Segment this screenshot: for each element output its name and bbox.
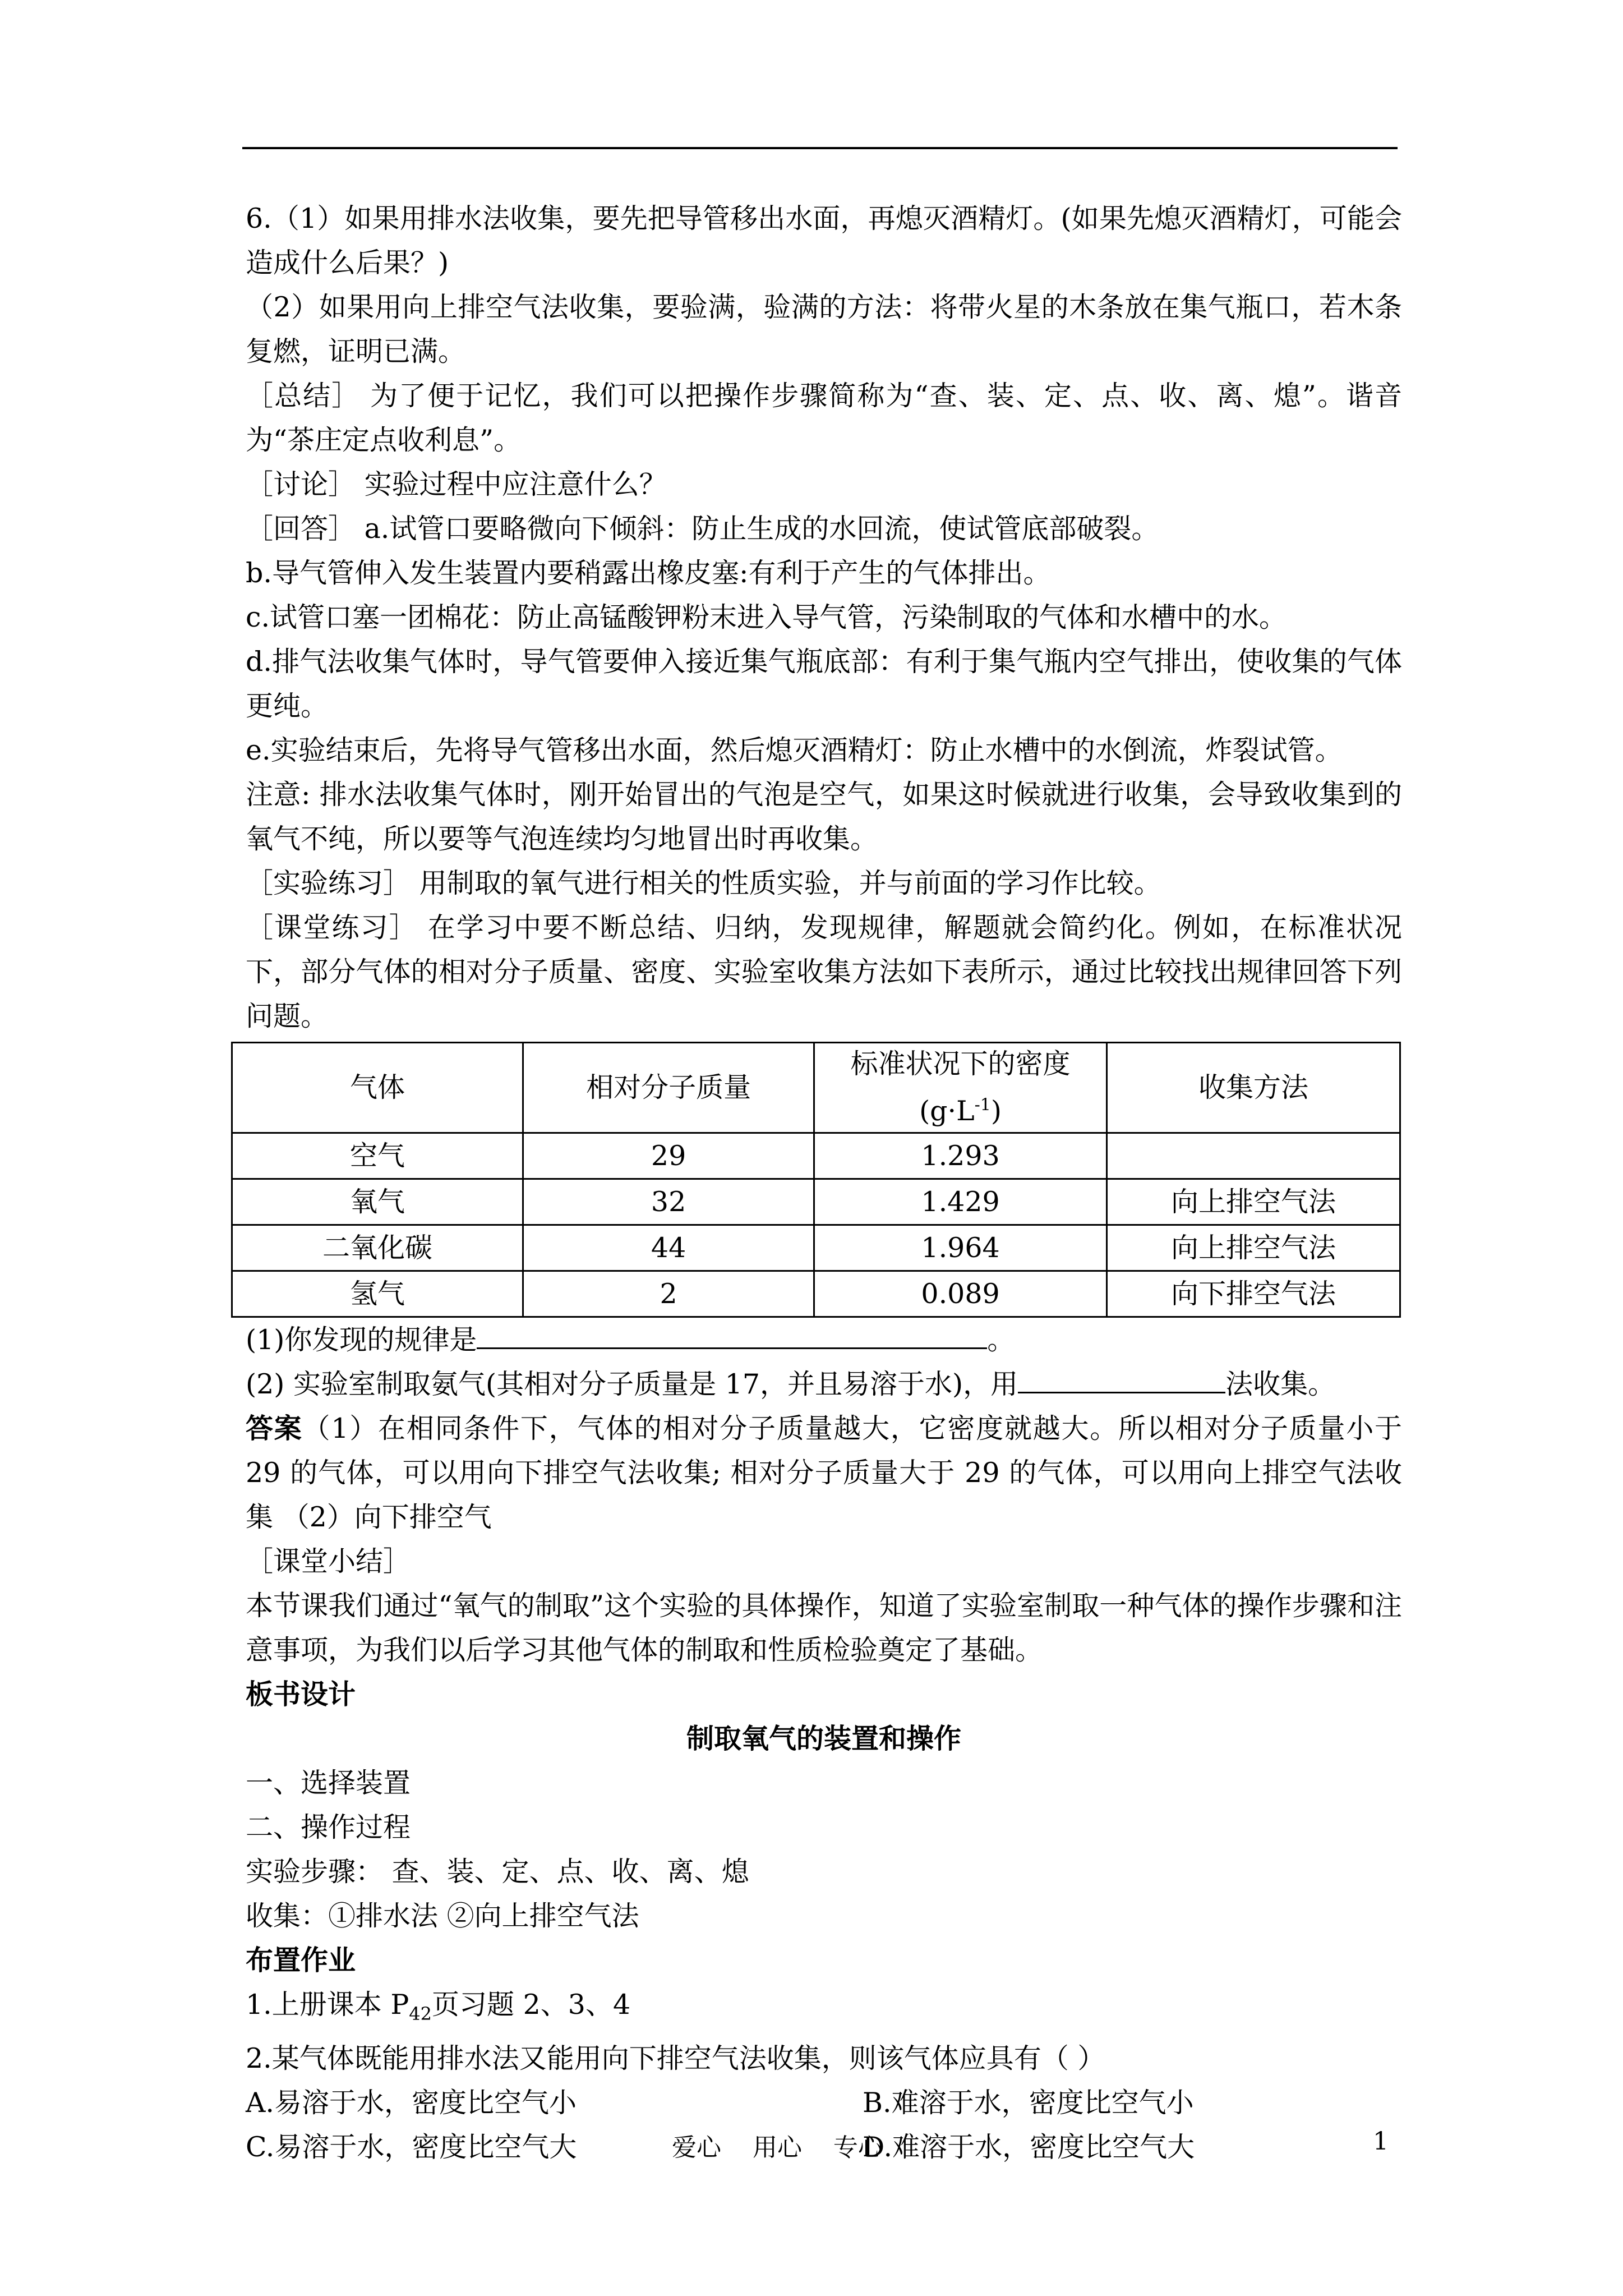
header-rule <box>242 147 1398 149</box>
board-heading: 板书设计 <box>246 1678 356 1711</box>
paragraph: （2）如果用向上排空气法收集，要验满，验满的方法：将带火星的木条放在集气瓶口，若木条复燃，证明已满。 <box>246 291 1402 367</box>
footer-motto: 爱心 用心 专心 <box>672 2133 883 2162</box>
answer-text: （1）在相同条件下，气体的相对分子质量越大，它密度就越大。所以相对分子质量小于 29 的气体，可以用向下排空气法收集; 相对分子质量大于 29 的气体，可以用向上排空气法收集 （2）向下排空气 <box>246 1412 1402 1534</box>
table-cell: 氧气 <box>232 1179 523 1225</box>
board-line: 收集：①排水法 ②向上排空气法 <box>246 1900 639 1932</box>
table-cell: 32 <box>523 1179 814 1225</box>
answer-block <box>246 1406 1402 1539</box>
option-c: C.易溶于水，密度比空气大 <box>246 2131 577 2164</box>
note-paragraph: 注意: 排水法收集气体时，刚开始冒出的气泡是空气，如果这时候就进行收集，会导致收集到的氧气不纯，所以要等气泡连续均匀地冒出时再收集。 <box>246 779 1402 855</box>
answer-paragraph: ［回答］ a.试管口要略微向下倾斜：防止生成的水回流，使试管底部破裂。 <box>246 513 1159 545</box>
question-2 <box>246 1362 1402 1406</box>
paragraph: 6.（1）如果用排水法收集，要先把导管移出水面，再熄灭酒精灯。(如果先熄灭酒精灯，可能会造成什么后果？) <box>246 203 1402 279</box>
lab-exercise-paragraph: ［实验练习］ 用制取的氧气进行相关的性质实验，并与前面的学习作比较。 <box>246 867 1161 899</box>
gas-table <box>231 1042 1401 1318</box>
class-exercise-paragraph: ［课堂练习］ 在学习中要不断总结、归纳，发现规律，解题就会简约化。例如，在标准状况下，部分气体的相对分子质量、密度、实验室收集方法如下表所示，通过比较找出规律回答下列问题。 <box>246 912 1402 1032</box>
table-header-cell: 相对分子质量 <box>523 1043 814 1133</box>
table-header-cell <box>814 1043 1107 1133</box>
table-row <box>232 1225 1400 1271</box>
option-d: D.难溶于水，密度比空气大 <box>863 2131 1195 2164</box>
table-row <box>232 1179 1400 1225</box>
board-line: 实验步骤： 查、装、定、点、收、离、熄 <box>246 1856 749 1888</box>
summary-paragraph: ［总结］ 为了便于记忆，我们可以把操作步骤简称为“查、装、定、点、收、离、熄”。谐音为“茶庄定点收利息”。 <box>246 380 1402 456</box>
table-header-row <box>232 1043 1400 1133</box>
summary-text: 本节课我们通过“氧气的制取”这个实验的具体操作，知道了实验室制取一种气体的操作步骤和注意事项，为我们以后学习其他气体的制取和性质检验奠定了基础。 <box>246 1590 1402 1667</box>
option-b: B.难溶于水，密度比空气小 <box>863 2087 1194 2119</box>
answer-label: 答案 <box>246 1412 303 1445</box>
summary-heading: ［课堂小结］ <box>246 1545 411 1578</box>
board-title: 制取氧气的装置和操作 <box>686 1722 961 1755</box>
document-body <box>246 196 1402 2169</box>
table-header-cell: 收集方法 <box>1106 1043 1400 1133</box>
table-cell: 向下排空气法 <box>1106 1271 1400 1317</box>
table-cell: 向上排空气法 <box>1106 1225 1400 1271</box>
homework-item-2: 2.某气体既能用排水法又能用向下排空气法收集，则该气体应具有（ ） <box>246 2042 1105 2075</box>
homework-heading: 布置作业 <box>246 1944 356 1977</box>
page-subscript: 42 <box>409 2003 432 2025</box>
table-cell: 2 <box>523 1271 814 1317</box>
question-2-text: (2) 实验室制取氨气(其相对分子质量是 17，并且易溶于水)，用 <box>246 1368 1018 1401</box>
question-1-text: (1)你发现的规律是 <box>246 1324 477 1356</box>
table-cell <box>1106 1133 1400 1179</box>
table-cell: 二氧化碳 <box>232 1225 523 1271</box>
paragraph: c.试管口塞一团棉花：防止高锰酸钾粉末进入导气管，污染制取的气体和水槽中的水。 <box>246 601 1287 633</box>
table-cell: 0.089 <box>814 1271 1107 1317</box>
homework-item-1 <box>246 1982 1402 2036</box>
board-line: 二、操作过程 <box>246 1811 411 1844</box>
question-2-end: 法收集。 <box>1225 1368 1336 1401</box>
density-header-label: 标准状况下的密度 <box>850 1048 1071 1080</box>
options-row <box>246 2081 1402 2125</box>
table-cell: 29 <box>523 1133 814 1179</box>
table-cell: 1.429 <box>814 1179 1107 1225</box>
table-cell: 1.293 <box>814 1133 1107 1179</box>
table-row <box>232 1133 1400 1179</box>
board-line: 一、选择装置 <box>246 1767 411 1800</box>
table-cell: 空气 <box>232 1133 523 1179</box>
table-cell: 向上排空气法 <box>1106 1179 1400 1225</box>
homework-1-rest: 页习题 2、3、4 <box>432 1989 631 2021</box>
table-cell: 44 <box>523 1225 814 1271</box>
table-cell: 氢气 <box>232 1271 523 1317</box>
question-1-end: 。 <box>987 1324 1015 1356</box>
table-header-cell: 气体 <box>232 1043 523 1133</box>
table-cell: 1.964 <box>814 1225 1107 1271</box>
option-a: A.易溶于水，密度比空气小 <box>246 2087 577 2119</box>
paragraph: b.导气管伸入发生装置内要稍露出橡皮塞:有利于产生的气体排出。 <box>246 557 1051 589</box>
paragraph: d.排气法收集气体时，导气管要伸入接近集气瓶底部：有利于集气瓶内空气排出，使收集的气体更纯。 <box>246 646 1402 722</box>
answer-blank <box>1018 1364 1225 1393</box>
paragraph: e.实验结束后，先将导气管移出水面，然后熄灭酒精灯：防止水槽中的水倒流，炸裂试管。 <box>246 734 1343 766</box>
density-unit: $(g\cdot L^{-1})$ <box>919 1095 1002 1128</box>
homework-1-text: 1.上册课本 P <box>246 1989 409 2021</box>
page-number: 1 <box>1373 2127 1389 2156</box>
answer-blank <box>477 1320 987 1349</box>
discussion-paragraph: ［讨论］ 实验过程中应注意什么？ <box>246 468 667 500</box>
question-1 <box>246 1318 1402 1362</box>
table-row <box>232 1271 1400 1317</box>
